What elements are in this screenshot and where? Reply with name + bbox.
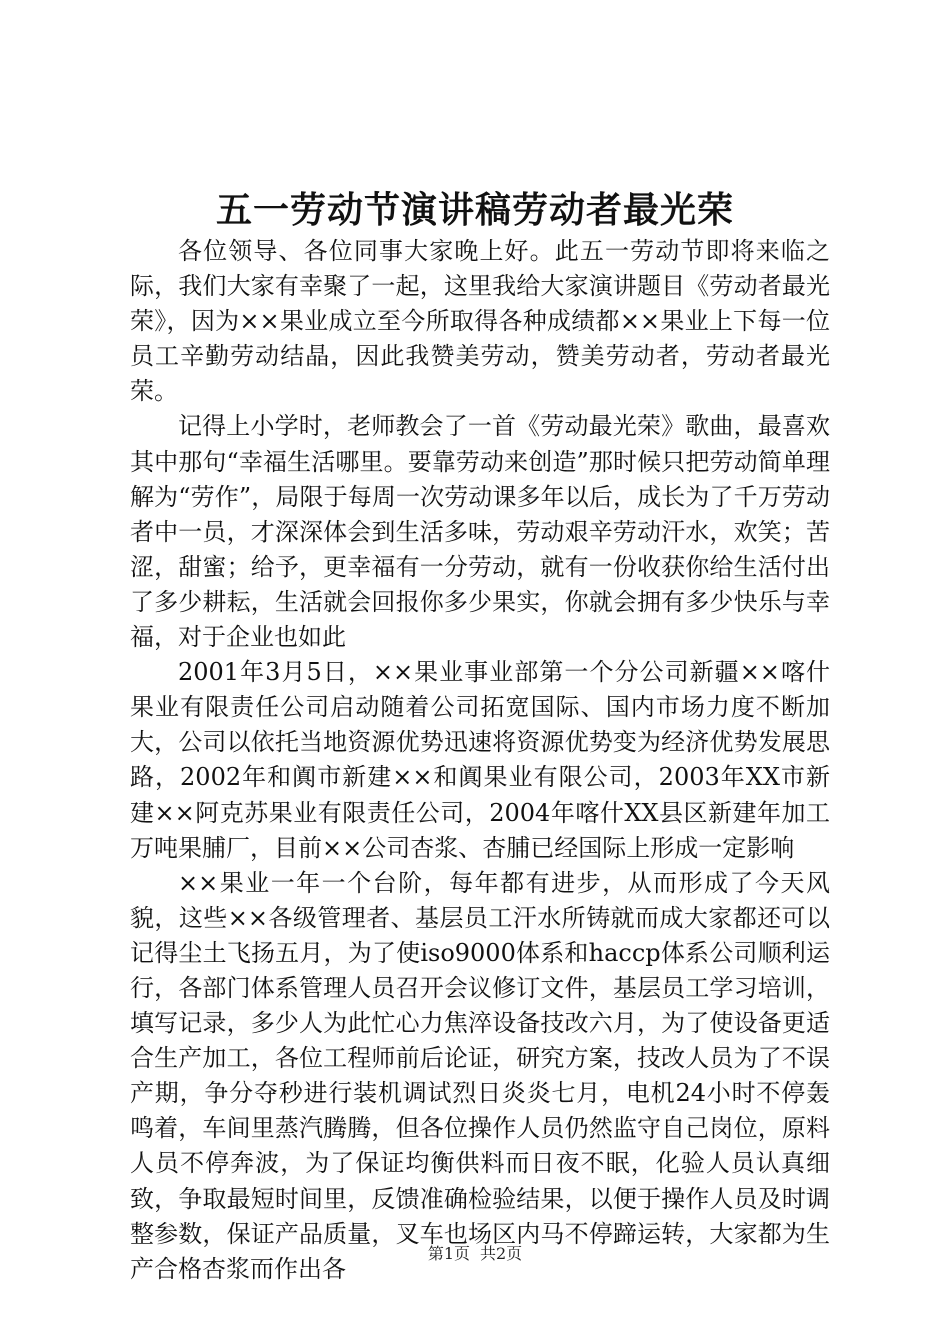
page-number: 第1页 — [427, 1244, 470, 1263]
paragraph-2: 记得上小学时，老师教会了一首《劳动最光荣》歌曲，最喜欢其中那句“幸福生活哪里。要靠劳动来创造”那时候只把劳动简单理解为“劳作”，局限于每周一次劳动课多年以后，成长为了千万劳动者中一员，才深深体会到生活多味，劳动艰辛劳动汗水，欢笑；苦涩，甜蜜；给予，更幸福有一分劳动，就有一份收获你给生活付出了多少耕耘，生活就会回报你多少果实，你就会拥有多少快乐与幸福，对于企业也如此 — [130, 412, 830, 652]
paragraph-4: ××果业一年一个台阶，每年都有进步，从而形成了今天风貌，这些××各级管理者、基层员工汗水所铸就而成大家都还可以记得尘土飞扬五月，为了使iso9000体系和haccp体系公司顺利运行，各部门体系管理人员召开会议修订文件，基层员工学习培训，填写记录，多少人为此忙心力焦淬设备技改六月，为了使设备更适合生产加工，各位工程师前后论证，研究方案，技改人员为了不误产期，争分夺秒进行装机调试烈日炎炎七月，电机24小时不停轰鸣着，车间里蒸汽腾腾，但各位操作人员仍然监守自己岗位，原料人员不停奔波，为了保证均衡供料而日夜不眠，化验人员认真细致，争取最短时间里，反馈准确检验结果，以便于操作人员及时调整参数，保证产品质量，叉车也场区内马不停蹄运转，大家都为生产合格杏浆而作出各 — [130, 868, 830, 1283]
page-total: 共2页 — [480, 1244, 523, 1263]
document-title: 五一劳动节演讲稿劳动者最光荣 — [215, 189, 734, 231]
page-footer — [0, 1244, 950, 1264]
paragraph-1: 各位领导、各位同事大家晚上好。此五一劳动节即将来临之际，我们大家有幸聚了一起，这里我给大家演讲题目《劳动者最光荣》，因为××果业成立至今所取得各种成绩都××果业上下每一位员工辛勤劳动结晶，因此我赞美劳动，赞美劳动者，劳动者最光荣。 — [130, 237, 830, 406]
paragraph-3: 2001年3月5日，××果业事业部第一个分公司新疆××喀什果业有限责任公司启动随着公司拓宽国际、国内市场力度不断加大，公司以依托当地资源优势迅速将资源优势变为经济优势发展思路，2002年和阗市新建××和阗果业有限公司，2003年XX市新建××阿克苏果业有限责任公司，2004年喀什XX县区新建年加工万吨果脯厂，目前××公司杏浆、杏脯已经国际上形成一定影响 — [130, 658, 830, 862]
document-body — [130, 234, 830, 1287]
